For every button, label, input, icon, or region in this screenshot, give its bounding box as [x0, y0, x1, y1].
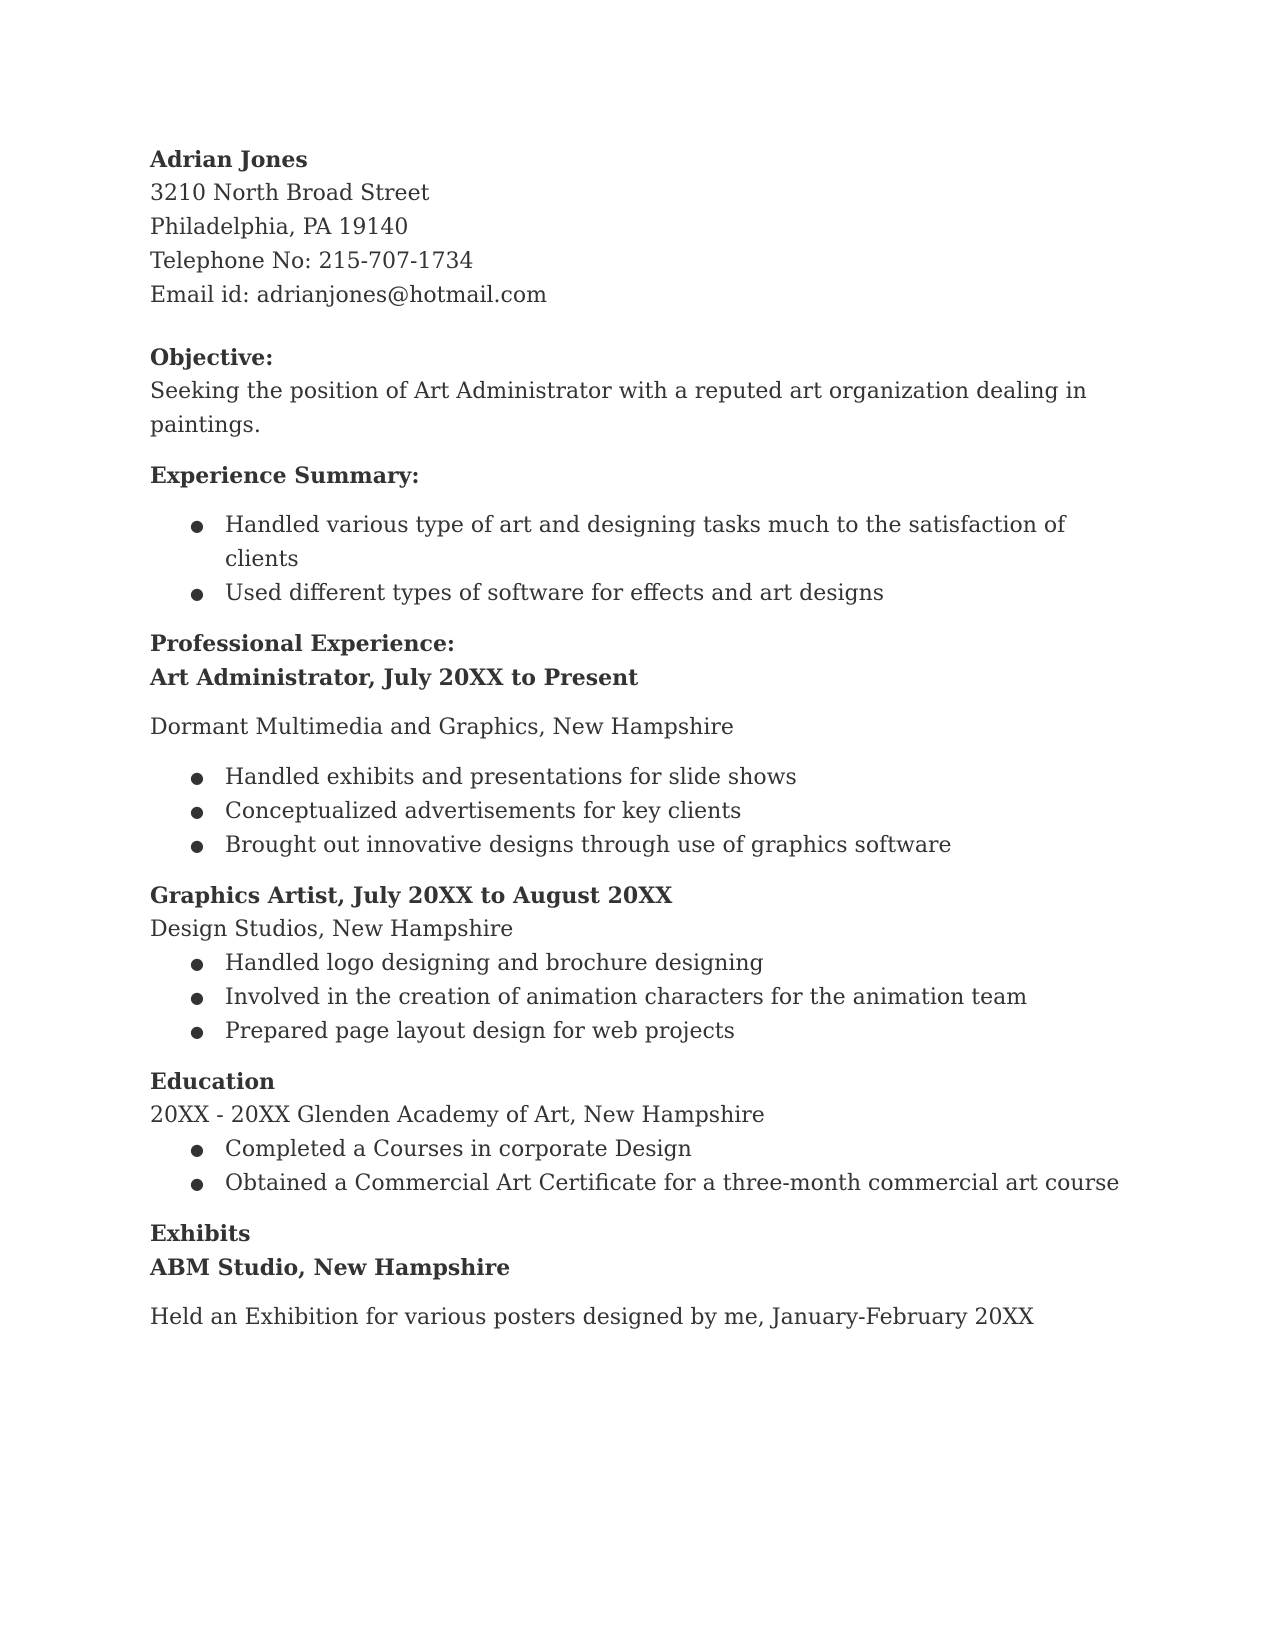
bullet-icon: ●: [190, 1140, 204, 1159]
experience-summary-section: [150, 459, 1130, 611]
list-item: ● Handled logo designing and brochure designing: [150, 947, 1130, 981]
job-company: Design Studios, New Hampshire: [150, 917, 514, 942]
address-line-2: Philadelphia, PA 19140: [150, 215, 409, 240]
professional-experience-heading: Professional Experience:: [150, 631, 456, 657]
list-item: ● Involved in the creation of animation characters for the animation team: [150, 981, 1130, 1015]
bullet-icon: ●: [190, 768, 204, 787]
job-company: Dormant Multimedia and Graphics, New Hampshire: [150, 715, 734, 740]
exhibits-heading: Exhibits: [150, 1221, 251, 1247]
bullet-icon: ●: [190, 988, 204, 1007]
bullet-icon: ●: [190, 802, 204, 821]
list-item: ● Handled exhibits and presentations for slide shows: [150, 761, 1130, 795]
email: Email id: adrianjones@hotmail.com: [150, 283, 547, 308]
education-heading: Education: [150, 1069, 275, 1095]
exhibits-text: Held an Exhibition for various posters designed by me, January-February 20XX: [150, 1305, 1034, 1330]
exhibits-venue: ABM Studio, New Hampshire: [150, 1255, 511, 1281]
list-item: ● Used different types of software for effects and art designs: [150, 577, 1130, 611]
list-item: ● Brought out innovative designs through use of graphics software: [150, 829, 1130, 863]
applicant-name: Adrian Jones: [150, 147, 308, 173]
telephone: Telephone No: 215-707-1734: [150, 249, 474, 274]
bullet-icon: ●: [190, 836, 204, 855]
resume-page: [150, 143, 1130, 1335]
exhibits-section: [150, 1217, 1130, 1335]
objective-section: [150, 341, 1130, 443]
bullet-icon: ●: [190, 1022, 204, 1041]
job-entry: [150, 661, 1130, 863]
education-entry: 20XX - 20XX Glenden Academy of Art, New Hampshire: [150, 1103, 765, 1128]
list-item: ● Conceptualized advertisements for key clients: [150, 795, 1130, 829]
job-duties-list: [150, 761, 1130, 863]
education-section: [150, 1065, 1130, 1201]
list-item: ● Handled various type of art and designing tasks much to the satisfaction of clients: [150, 509, 1130, 577]
job-duties-list: [150, 947, 1130, 1049]
bullet-icon: ●: [190, 584, 204, 603]
address-line-1: 3210 North Broad Street: [150, 181, 430, 206]
education-list: [150, 1133, 1130, 1201]
list-item: ● Prepared page layout design for web projects: [150, 1015, 1130, 1049]
list-item: ● Obtained a Commercial Art Certificate for a three-month commercial art course: [150, 1167, 1130, 1201]
bullet-icon: ●: [190, 954, 204, 973]
experience-summary-list: [150, 509, 1130, 611]
bullet-icon: ●: [190, 1174, 204, 1193]
bullet-icon: ●: [190, 516, 204, 535]
objective-text: Seeking the position of Art Administrator with a reputed art organization dealing in paintings.: [150, 379, 1087, 438]
contact-block: [150, 143, 1130, 313]
experience-summary-heading: Experience Summary:: [150, 463, 420, 489]
professional-experience-section: [150, 627, 1130, 1049]
job-title: Graphics Artist, July 20XX to August 20XX: [150, 883, 673, 909]
job-entry: [150, 879, 1130, 1049]
list-item: ● Completed a Courses in corporate Design: [150, 1133, 1130, 1167]
job-title: Art Administrator, July 20XX to Present: [150, 665, 639, 691]
objective-heading: Objective:: [150, 345, 274, 371]
